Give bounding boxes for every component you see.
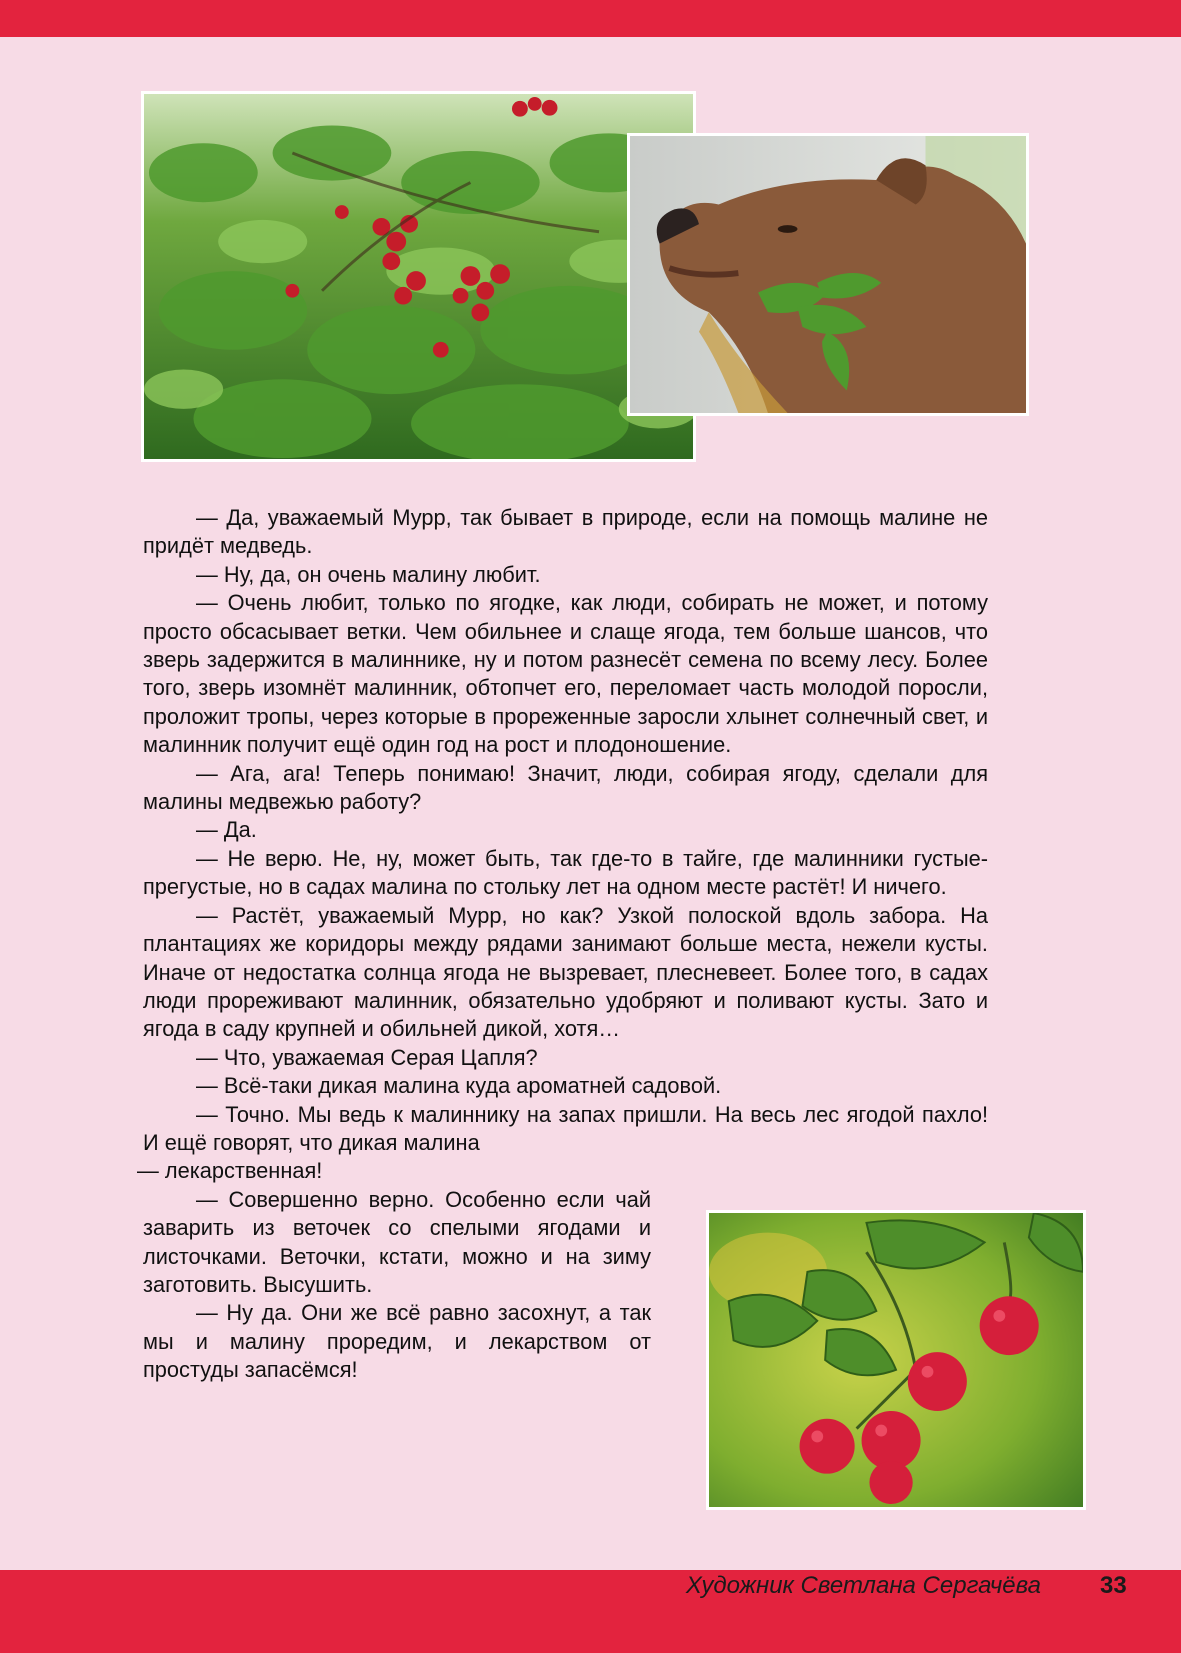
paragraph: — Не верю. Не, ну, может быть, так где-то в тайге, где малинники густые-прегустые, но в садах малина по стольку лет на одном месте растёт! И ничего. <box>143 845 988 900</box>
paragraph: — Да. <box>196 817 257 843</box>
paragraph: — Ну, да, он очень малину любит. <box>196 561 541 587</box>
paragraph: — Очень любит, только по ягодке, как люди, собирать не может, и потому просто обсасывает ветки. Чем обильнее и слаще ягода, тем больше шансов, что зверь задержится в малиннике, ну и потом разнесёт семена по всему лесу. Более того, зверь изомнёт малинник, обтопчет его, переломает часть молодой поросли, проложит тропы, через которые в прореженные заросли хлынет солнечный свет, и малинник получит ещё один год на рост и плодоношение. <box>143 590 988 758</box>
raspberry-bush-image <box>144 94 693 459</box>
artist-credit: Художник Светлана Сергачёва <box>685 1572 1041 1599</box>
story-text <box>137 504 988 1385</box>
paragraph: — Всё-таки дикая малина куда ароматней садовой. <box>196 1073 722 1099</box>
paragraph: — Совершенно верно. Особенно если чай заварить из веточек со спелыми ягодами и листочками. Веточки, кстати, можно и на зиму заготовить. Высушить. <box>143 1186 651 1297</box>
paragraph: — Растёт, уважаемый Мурр, но как? Узкой полоской вдоль забора. На плантациях же коридоры между рядами занимают больше места, нежели кусты. Иначе от недостатка солнца ягода не вызревает, плесневеет. Более того, в садах люди прореживают малинник, обязательно удобряют и поливают кусты. Зато и ягода в саду крупней и обильней дикой, хотя… <box>143 902 988 1042</box>
raspberry-bush-photo <box>141 91 696 462</box>
bear-image <box>630 136 1026 413</box>
paragraph: — Точно. Мы ведь к малиннику на запах пришли. На весь лес ягодой пахло! И ещё говорят, что дикая малина <box>143 1101 988 1155</box>
paragraph: — лекарственная! <box>137 1158 323 1184</box>
bear-photo <box>627 133 1029 416</box>
paragraph: — Ага, ага! Теперь понимаю! Значит, люди, собирая ягоду, сделали для малины медвежью работу? <box>143 760 988 815</box>
page-number: 33 <box>1100 1572 1127 1599</box>
paragraph: — Ну да. Они же всё равно засохнут, а так мы и малину проредим, и лекарством от простуды запасёмся! <box>143 1300 651 1383</box>
paragraph: — Да, уважаемый Мурр, так бывает в природе, если на помощь малине не придёт медведь. <box>143 505 988 559</box>
paragraph: — Что, уважаемая Серая Цапля? <box>196 1044 538 1070</box>
top-bar <box>0 0 1181 37</box>
